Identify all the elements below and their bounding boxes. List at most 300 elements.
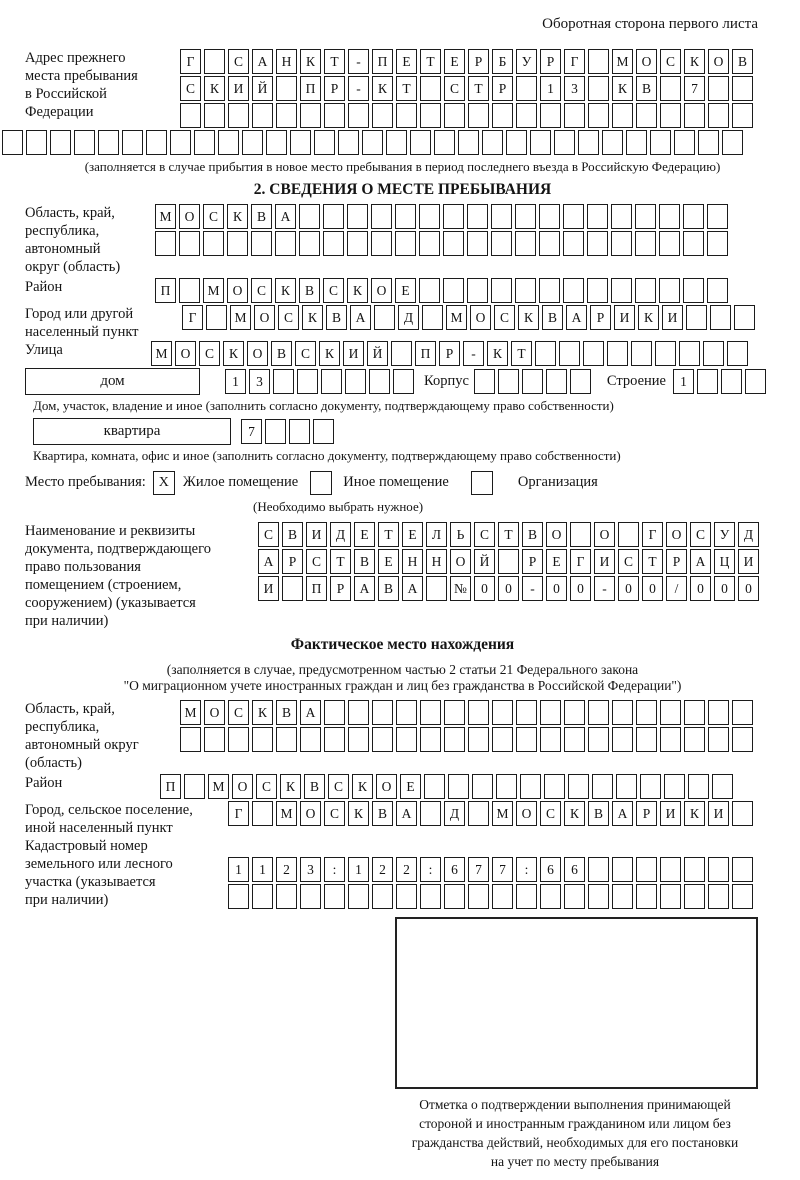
char-cell[interactable]	[722, 130, 743, 155]
char-cell[interactable]	[539, 231, 560, 256]
char-cell[interactable]	[732, 700, 753, 725]
char-cell[interactable]: А	[252, 49, 273, 74]
char-cell[interactable]	[588, 76, 609, 101]
char-cell[interactable]: Б	[492, 49, 513, 74]
char-cell[interactable]	[612, 727, 633, 752]
char-cell[interactable]: В	[304, 774, 325, 799]
char-cell[interactable]	[420, 801, 441, 826]
char-cell[interactable]: С	[228, 49, 249, 74]
char-cell[interactable]: 7	[684, 76, 705, 101]
char-cell[interactable]	[155, 231, 176, 256]
char-cell[interactable]: Т	[330, 549, 351, 574]
char-cell[interactable]	[564, 884, 585, 909]
char-cell[interactable]	[371, 204, 392, 229]
char-cell[interactable]: Е	[395, 278, 416, 303]
char-cell[interactable]	[660, 884, 681, 909]
char-cell[interactable]	[276, 76, 297, 101]
char-cell[interactable]	[444, 884, 465, 909]
char-cell[interactable]	[276, 103, 297, 128]
char-cell[interactable]: №	[450, 576, 471, 601]
char-cell[interactable]: К	[302, 305, 323, 330]
char-cell[interactable]: П	[415, 341, 436, 366]
char-cell[interactable]	[636, 727, 657, 752]
char-cell[interactable]	[420, 884, 441, 909]
char-cell[interactable]	[602, 130, 623, 155]
char-cell[interactable]: О	[371, 278, 392, 303]
char-cell[interactable]: С	[295, 341, 316, 366]
char-cell[interactable]: С	[306, 549, 327, 574]
char-cell[interactable]	[419, 231, 440, 256]
char-cell[interactable]	[660, 700, 681, 725]
char-cell[interactable]	[204, 103, 225, 128]
char-cell[interactable]	[583, 341, 604, 366]
char-cell[interactable]	[348, 884, 369, 909]
char-cell[interactable]: С	[328, 774, 349, 799]
char-cell[interactable]	[179, 231, 200, 256]
char-cell[interactable]	[386, 130, 407, 155]
char-cell[interactable]: 0	[570, 576, 591, 601]
char-cell[interactable]: 0	[642, 576, 663, 601]
char-cell[interactable]	[732, 884, 753, 909]
char-cell[interactable]: 0	[714, 576, 735, 601]
char-cell[interactable]: А	[350, 305, 371, 330]
char-cell[interactable]: К	[612, 76, 633, 101]
char-cell[interactable]	[395, 204, 416, 229]
char-cell[interactable]: С	[474, 522, 495, 547]
char-cell[interactable]: О	[450, 549, 471, 574]
char-cell[interactable]	[530, 130, 551, 155]
char-cell[interactable]	[650, 130, 671, 155]
char-cell[interactable]	[420, 727, 441, 752]
char-cell[interactable]: С	[199, 341, 220, 366]
char-cell[interactable]	[492, 884, 513, 909]
char-cell[interactable]	[516, 727, 537, 752]
char-cell[interactable]	[122, 130, 143, 155]
char-cell[interactable]: К	[487, 341, 508, 366]
char-cell[interactable]: -	[348, 49, 369, 74]
char-cell[interactable]	[299, 231, 320, 256]
char-cell[interactable]: С	[660, 49, 681, 74]
char-cell[interactable]: А	[275, 204, 296, 229]
char-cell[interactable]	[424, 774, 445, 799]
char-cell[interactable]: 1	[540, 76, 561, 101]
char-cell[interactable]: К	[275, 278, 296, 303]
char-cell[interactable]: К	[684, 49, 705, 74]
char-cell[interactable]	[564, 103, 585, 128]
char-cell[interactable]	[570, 369, 591, 394]
char-cell[interactable]	[544, 774, 565, 799]
char-cell[interactable]	[282, 576, 303, 601]
char-cell[interactable]: 0	[618, 576, 639, 601]
char-cell[interactable]	[636, 884, 657, 909]
char-cell[interactable]	[252, 801, 273, 826]
char-cell[interactable]: 6	[540, 857, 561, 882]
char-cell[interactable]	[588, 49, 609, 74]
char-cell[interactable]: Т	[324, 49, 345, 74]
char-cell[interactable]: И	[614, 305, 635, 330]
char-cell[interactable]	[345, 369, 366, 394]
char-cell[interactable]	[348, 103, 369, 128]
char-cell[interactable]: 7	[241, 419, 262, 444]
char-cell[interactable]: С	[228, 700, 249, 725]
char-cell[interactable]	[194, 130, 215, 155]
char-cell[interactable]	[563, 204, 584, 229]
char-cell[interactable]: П	[372, 49, 393, 74]
char-cell[interactable]	[300, 884, 321, 909]
char-cell[interactable]	[324, 884, 345, 909]
char-cell[interactable]: С	[324, 801, 345, 826]
char-cell[interactable]: С	[494, 305, 515, 330]
char-cell[interactable]	[660, 103, 681, 128]
char-cell[interactable]: М	[612, 49, 633, 74]
char-cell[interactable]	[492, 700, 513, 725]
char-cell[interactable]: О	[594, 522, 615, 547]
char-cell[interactable]: И	[708, 801, 729, 826]
char-cell[interactable]	[443, 231, 464, 256]
char-cell[interactable]: И	[660, 801, 681, 826]
char-cell[interactable]	[422, 305, 443, 330]
char-cell[interactable]	[559, 341, 580, 366]
char-cell[interactable]	[516, 884, 537, 909]
char-cell[interactable]: Г	[228, 801, 249, 826]
char-cell[interactable]	[732, 801, 753, 826]
char-cell[interactable]	[443, 278, 464, 303]
char-cell[interactable]: -	[594, 576, 615, 601]
char-cell[interactable]	[472, 774, 493, 799]
char-cell[interactable]	[522, 369, 543, 394]
char-cell[interactable]	[626, 130, 647, 155]
char-cell[interactable]	[275, 231, 296, 256]
char-cell[interactable]	[563, 231, 584, 256]
char-cell[interactable]: И	[594, 549, 615, 574]
char-cell[interactable]: 0	[546, 576, 567, 601]
char-cell[interactable]: Р	[468, 49, 489, 74]
char-cell[interactable]	[289, 419, 310, 444]
char-cell[interactable]: С	[251, 278, 272, 303]
char-cell[interactable]	[498, 549, 519, 574]
char-cell[interactable]: Т	[378, 522, 399, 547]
char-cell[interactable]	[564, 700, 585, 725]
char-cell[interactable]	[228, 884, 249, 909]
char-cell[interactable]	[636, 700, 657, 725]
char-cell[interactable]	[587, 204, 608, 229]
char-cell[interactable]	[98, 130, 119, 155]
char-cell[interactable]	[707, 231, 728, 256]
char-cell[interactable]	[420, 76, 441, 101]
char-cell[interactable]	[745, 369, 766, 394]
char-cell[interactable]	[420, 700, 441, 725]
char-cell[interactable]	[708, 884, 729, 909]
char-cell[interactable]	[313, 419, 334, 444]
char-cell[interactable]: О	[175, 341, 196, 366]
char-cell[interactable]	[396, 700, 417, 725]
char-cell[interactable]: 3	[300, 857, 321, 882]
char-cell[interactable]	[539, 278, 560, 303]
char-cell[interactable]	[179, 278, 200, 303]
char-cell[interactable]	[635, 231, 656, 256]
char-cell[interactable]: Т	[468, 76, 489, 101]
char-cell[interactable]: Д	[444, 801, 465, 826]
char-cell[interactable]: О	[666, 522, 687, 547]
char-cell[interactable]	[396, 103, 417, 128]
char-cell[interactable]	[506, 130, 527, 155]
char-cell[interactable]	[323, 231, 344, 256]
char-cell[interactable]: В	[282, 522, 303, 547]
char-cell[interactable]: П	[155, 278, 176, 303]
char-cell[interactable]: В	[354, 549, 375, 574]
char-cell[interactable]: 7	[492, 857, 513, 882]
char-cell[interactable]	[588, 103, 609, 128]
char-cell[interactable]: Н	[426, 549, 447, 574]
char-cell[interactable]	[290, 130, 311, 155]
char-cell[interactable]	[300, 103, 321, 128]
char-cell[interactable]: Р	[636, 801, 657, 826]
char-cell[interactable]: О	[300, 801, 321, 826]
char-cell[interactable]	[659, 204, 680, 229]
char-cell[interactable]: К	[204, 76, 225, 101]
char-cell[interactable]	[563, 278, 584, 303]
char-cell[interactable]: 0	[690, 576, 711, 601]
char-cell[interactable]	[732, 727, 753, 752]
char-cell[interactable]	[184, 774, 205, 799]
char-cell[interactable]	[251, 231, 272, 256]
apartment-type-box[interactable]: квартира	[33, 418, 231, 445]
char-cell[interactable]: А	[258, 549, 279, 574]
char-cell[interactable]	[371, 231, 392, 256]
char-cell[interactable]: М	[276, 801, 297, 826]
char-cell[interactable]	[564, 727, 585, 752]
char-cell[interactable]: К	[300, 49, 321, 74]
char-cell[interactable]	[612, 884, 633, 909]
char-cell[interactable]: Е	[400, 774, 421, 799]
char-cell[interactable]	[660, 76, 681, 101]
char-cell[interactable]: О	[232, 774, 253, 799]
char-cell[interactable]: 1	[228, 857, 249, 882]
char-cell[interactable]: Р	[590, 305, 611, 330]
char-cell[interactable]: С	[690, 522, 711, 547]
char-cell[interactable]: Р	[282, 549, 303, 574]
char-cell[interactable]: 0	[474, 576, 495, 601]
char-cell[interactable]	[703, 341, 724, 366]
char-cell[interactable]: 7	[468, 857, 489, 882]
char-cell[interactable]: А	[396, 801, 417, 826]
char-cell[interactable]	[324, 727, 345, 752]
char-cell[interactable]	[468, 727, 489, 752]
char-cell[interactable]	[635, 204, 656, 229]
char-cell[interactable]: Р	[540, 49, 561, 74]
char-cell[interactable]: Р	[330, 576, 351, 601]
char-cell[interactable]	[276, 884, 297, 909]
char-cell[interactable]: И	[738, 549, 759, 574]
char-cell[interactable]	[467, 278, 488, 303]
char-cell[interactable]: 2	[276, 857, 297, 882]
char-cell[interactable]	[684, 700, 705, 725]
char-cell[interactable]: С	[203, 204, 224, 229]
char-cell[interactable]: К	[319, 341, 340, 366]
char-cell[interactable]	[578, 130, 599, 155]
char-cell[interactable]	[347, 231, 368, 256]
char-cell[interactable]: У	[714, 522, 735, 547]
char-cell[interactable]	[491, 278, 512, 303]
char-cell[interactable]	[338, 130, 359, 155]
char-cell[interactable]: С	[618, 549, 639, 574]
char-cell[interactable]: В	[251, 204, 272, 229]
char-cell[interactable]	[444, 700, 465, 725]
char-cell[interactable]: И	[228, 76, 249, 101]
char-cell[interactable]	[228, 103, 249, 128]
char-cell[interactable]: М	[151, 341, 172, 366]
char-cell[interactable]	[228, 727, 249, 752]
char-cell[interactable]	[362, 130, 383, 155]
char-cell[interactable]: 1	[225, 369, 246, 394]
char-cell[interactable]	[611, 204, 632, 229]
char-cell[interactable]	[468, 801, 489, 826]
char-cell[interactable]	[372, 727, 393, 752]
char-cell[interactable]: 3	[564, 76, 585, 101]
char-cell[interactable]	[516, 76, 537, 101]
char-cell[interactable]: 1	[252, 857, 273, 882]
char-cell[interactable]	[443, 204, 464, 229]
char-cell[interactable]: В	[732, 49, 753, 74]
char-cell[interactable]	[546, 369, 567, 394]
char-cell[interactable]	[180, 103, 201, 128]
char-cell[interactable]	[420, 103, 441, 128]
char-cell[interactable]	[204, 49, 225, 74]
char-cell[interactable]: 1	[348, 857, 369, 882]
char-cell[interactable]: К	[223, 341, 244, 366]
stay-type-checkbox-other[interactable]	[310, 471, 332, 495]
char-cell[interactable]	[708, 857, 729, 882]
char-cell[interactable]: А	[612, 801, 633, 826]
char-cell[interactable]: Е	[396, 49, 417, 74]
char-cell[interactable]	[683, 231, 704, 256]
char-cell[interactable]: Й	[252, 76, 273, 101]
char-cell[interactable]	[683, 204, 704, 229]
char-cell[interactable]	[146, 130, 167, 155]
char-cell[interactable]	[180, 727, 201, 752]
char-cell[interactable]: С	[540, 801, 561, 826]
char-cell[interactable]	[618, 522, 639, 547]
char-cell[interactable]: О	[227, 278, 248, 303]
char-cell[interactable]: В	[299, 278, 320, 303]
char-cell[interactable]: С	[323, 278, 344, 303]
char-cell[interactable]	[612, 103, 633, 128]
char-cell[interactable]	[664, 774, 685, 799]
char-cell[interactable]	[540, 700, 561, 725]
char-cell[interactable]	[324, 103, 345, 128]
char-cell[interactable]: С	[256, 774, 277, 799]
char-cell[interactable]	[369, 369, 390, 394]
char-cell[interactable]	[660, 857, 681, 882]
char-cell[interactable]	[419, 204, 440, 229]
char-cell[interactable]	[588, 727, 609, 752]
char-cell[interactable]	[712, 774, 733, 799]
char-cell[interactable]: О	[546, 522, 567, 547]
char-cell[interactable]	[372, 103, 393, 128]
char-cell[interactable]	[348, 700, 369, 725]
char-cell[interactable]: Г	[570, 549, 591, 574]
char-cell[interactable]: Р	[522, 549, 543, 574]
char-cell[interactable]	[568, 774, 589, 799]
char-cell[interactable]	[419, 278, 440, 303]
char-cell[interactable]	[496, 774, 517, 799]
char-cell[interactable]: Е	[402, 522, 423, 547]
char-cell[interactable]	[492, 103, 513, 128]
char-cell[interactable]	[170, 130, 191, 155]
char-cell[interactable]	[444, 103, 465, 128]
char-cell[interactable]: М	[230, 305, 251, 330]
char-cell[interactable]	[734, 305, 755, 330]
char-cell[interactable]: П	[300, 76, 321, 101]
char-cell[interactable]	[535, 341, 556, 366]
char-cell[interactable]: К	[227, 204, 248, 229]
char-cell[interactable]: О	[254, 305, 275, 330]
char-cell[interactable]	[204, 727, 225, 752]
char-cell[interactable]	[252, 103, 273, 128]
char-cell[interactable]	[434, 130, 455, 155]
char-cell[interactable]: У	[516, 49, 537, 74]
char-cell[interactable]: :	[420, 857, 441, 882]
char-cell[interactable]	[206, 305, 227, 330]
char-cell[interactable]	[588, 884, 609, 909]
char-cell[interactable]	[640, 774, 661, 799]
char-cell[interactable]	[683, 278, 704, 303]
char-cell[interactable]	[612, 700, 633, 725]
char-cell[interactable]: Й	[367, 341, 388, 366]
char-cell[interactable]	[588, 700, 609, 725]
char-cell[interactable]: :	[324, 857, 345, 882]
char-cell[interactable]	[732, 857, 753, 882]
char-cell[interactable]: -	[522, 576, 543, 601]
char-cell[interactable]: К	[252, 700, 273, 725]
char-cell[interactable]	[516, 103, 537, 128]
char-cell[interactable]	[203, 231, 224, 256]
char-cell[interactable]	[708, 727, 729, 752]
char-cell[interactable]: А	[690, 549, 711, 574]
char-cell[interactable]	[631, 341, 652, 366]
char-cell[interactable]	[588, 857, 609, 882]
char-cell[interactable]: В	[326, 305, 347, 330]
char-cell[interactable]: А	[566, 305, 587, 330]
char-cell[interactable]: Д	[738, 522, 759, 547]
char-cell[interactable]	[679, 341, 700, 366]
char-cell[interactable]	[616, 774, 637, 799]
char-cell[interactable]	[587, 278, 608, 303]
char-cell[interactable]	[684, 884, 705, 909]
char-cell[interactable]: С	[180, 76, 201, 101]
char-cell[interactable]: -	[348, 76, 369, 101]
char-cell[interactable]	[276, 727, 297, 752]
char-cell[interactable]	[636, 103, 657, 128]
char-cell[interactable]: А	[402, 576, 423, 601]
char-cell[interactable]: В	[378, 576, 399, 601]
char-cell[interactable]: Т	[642, 549, 663, 574]
char-cell[interactable]	[300, 727, 321, 752]
char-cell[interactable]: Г	[180, 49, 201, 74]
char-cell[interactable]: Т	[511, 341, 532, 366]
char-cell[interactable]: О	[516, 801, 537, 826]
char-cell[interactable]	[426, 576, 447, 601]
char-cell[interactable]	[698, 130, 719, 155]
char-cell[interactable]	[708, 103, 729, 128]
char-cell[interactable]: Д	[330, 522, 351, 547]
char-cell[interactable]: 0	[738, 576, 759, 601]
char-cell[interactable]: 6	[444, 857, 465, 882]
char-cell[interactable]: Е	[546, 549, 567, 574]
char-cell[interactable]	[697, 369, 718, 394]
char-cell[interactable]	[227, 231, 248, 256]
stay-type-checkbox-residential[interactable]	[153, 471, 175, 495]
